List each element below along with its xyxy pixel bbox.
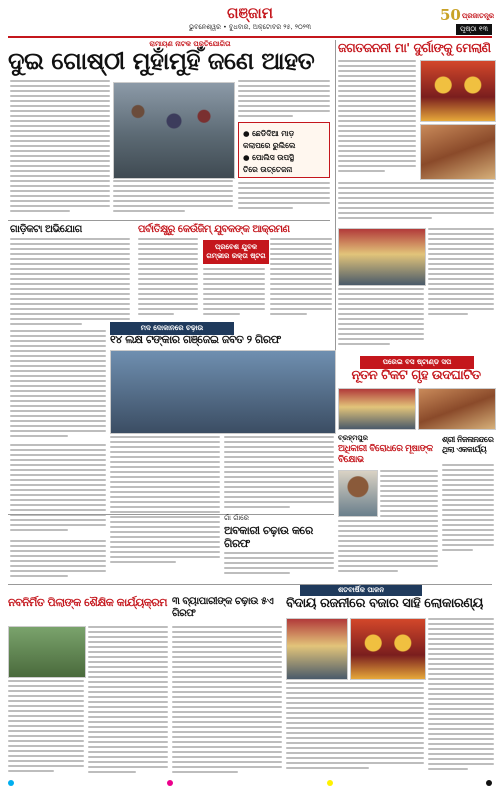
traders-body	[172, 626, 282, 776]
excise-kicker: ଗାଁ ଗାଁରେ	[224, 514, 249, 522]
excise-headline: ଅବକାରୀ ଚଢ଼ାଉ କରେ ଗିରଫ	[224, 524, 313, 550]
lead-kicker: ରାମାୟଣ ନାଟକ ପ୍ରତିଯୋଗିତା	[149, 40, 231, 48]
highlight-3: ● ପୋଲିସ ଉପସ୍ଥି	[243, 153, 294, 162]
magenta-mark	[167, 780, 173, 786]
arrest-headline: ୧୪ ଲକ୍ଷ ଟଙ୍କାର ଗଞ୍ଜେଇ ଜବତ ୨ ଗିରଫ	[110, 333, 281, 346]
collector-body-col2	[203, 268, 265, 318]
jubilee-logo: 50	[440, 6, 461, 24]
durga-body-col1	[338, 60, 416, 178]
collector-callout: ପ୍ରବେଶ ଯୁବକ ଗମ୍ଭୀର ରକ୍ତା ଷ୍ଟଗ	[203, 240, 269, 264]
registration-marks	[8, 780, 492, 786]
protest-tag: ବ୍ରହ୍ମପୁର	[338, 434, 368, 442]
farewell-body	[286, 682, 424, 776]
lead-photo-caption	[113, 180, 233, 216]
brand-logo: ପ୍ରଜାତନ୍ତ୍ର	[462, 12, 495, 20]
school-headline: ନବନିର୍ମିତ ପିଲାଙ୍କ ଶୈକ୍ଷିକ କାର୍ଯ୍ୟକ୍ରମ	[8, 596, 167, 609]
durga-body-col2	[428, 228, 494, 318]
column-divider	[335, 40, 336, 358]
school-body-col1	[8, 680, 84, 776]
lead-body-col3b	[238, 182, 330, 216]
arrest-label: ମଦ ଦୋକାନରେ ଚଢ଼ାଉ	[110, 322, 234, 335]
lead-body-col1	[10, 80, 110, 215]
bus-stand-headline: ନୂତନ ଟିକଟ ଗୃହ ଉଦଘାଟିତ	[351, 368, 481, 383]
highlight-4: ତିରେ ଉତ୍ତେଜନା	[243, 165, 293, 174]
arrest-body-col1	[110, 436, 220, 566]
page-number: ପୃଷ୍ଠା ୧୩	[456, 24, 492, 35]
lead-highlights	[238, 122, 330, 178]
farewell-headline: ବିଦାୟ ରଜନୀରେ ବଜାର ସାହି ଲୋକାରଣ୍ୟ	[286, 596, 483, 611]
farewell-photo-1	[286, 618, 348, 680]
yellow-mark	[327, 780, 333, 786]
lead-photo-crowd	[113, 82, 235, 179]
school-body-col2	[88, 626, 168, 776]
excise-body	[224, 552, 334, 582]
farewell-body-col3	[428, 618, 494, 776]
durga-body-col3	[338, 288, 424, 346]
left-column-body	[10, 330, 106, 440]
collector-body-col3	[270, 238, 332, 318]
section-divider-1	[8, 220, 330, 221]
black-mark	[486, 780, 492, 786]
traders-headline: ୩ ବ୍ୟାପାରୀଙ୍କ ଚଢ଼ାଉ ୫ଏ ଗିରଫ	[172, 596, 274, 619]
cyan-mark	[8, 780, 14, 786]
arrest-body-col2	[224, 436, 334, 511]
gazette-headline: ଗାଡ଼ିକଟା ଅଭିଯୋଗ	[10, 224, 82, 235]
lead-body-col3	[238, 80, 330, 120]
bus-stand-photo-1	[338, 388, 416, 430]
collector-body-col1	[138, 238, 198, 318]
durga-photo-procession	[420, 124, 496, 180]
durga-photo-immersion	[338, 228, 426, 286]
temple-headline: ଶ୍ରୀ ନିଜଳାନନ୍ଦରେ ଥିଲା ଏକକାର୍ଯ୍ୟ	[442, 434, 494, 454]
right-mid-body	[338, 520, 438, 578]
collector-headline: ପର୍ବାତିକ୍ଷୁରୁ କେଉଁଜିମ୍ ଯୁବକଙ୍କ ଆକ୍ରମଣ	[138, 224, 290, 235]
durga-body-wide	[338, 182, 494, 226]
protest-portrait	[338, 470, 378, 517]
left-column-body-2	[10, 444, 106, 536]
arrest-photo	[110, 350, 336, 434]
dateline: ଭୁବନେଶ୍ୱର • ବୁଧବାର, ଅକ୍ଟୋବର ୨୫, ୨୦୨୩	[188, 23, 312, 31]
masthead-rule	[8, 36, 492, 38]
school-photo	[8, 626, 86, 678]
protest-headline: ଅଧିକାରୀ ବିରୋଧରେ ମୂଷାଙ୍କ ବିକ୍ଷୋଭ	[338, 444, 433, 465]
bus-stand-label: ପରେଇ ବସ ଷ୍ଟାଣ୍ଡ ସପ	[360, 356, 474, 369]
highlight-2: କଲାପରେ ରୁଲିଲେ	[243, 141, 296, 150]
section-title: ଗଞ୍ଜାମ	[227, 4, 273, 22]
highlight-1: ● ଛେଡିଦିଆ ମାଡ଼	[243, 129, 295, 138]
temple-body	[442, 464, 494, 564]
durga-headline: ଜଗତଜନନୀ ମା' ଦୁର୍ଗାଙ୍କୁ ମେଲାଣି	[338, 40, 491, 55]
lower-left-body	[10, 540, 106, 580]
lead-headline: ଦୁଇ ଗୋଷ୍ଠୀ ମୁହାଁମୁହିଁ ଜଣେ ଆହତ	[8, 46, 315, 75]
bottom-strip-label: ଶତବାର୍ଷିକ ପାଳନ	[300, 585, 422, 596]
bus-stand-photo-2	[418, 388, 496, 430]
farewell-photo-2	[350, 618, 426, 680]
durga-photo-idol	[420, 60, 496, 122]
gazette-body	[10, 238, 130, 326]
masthead	[0, 0, 500, 38]
